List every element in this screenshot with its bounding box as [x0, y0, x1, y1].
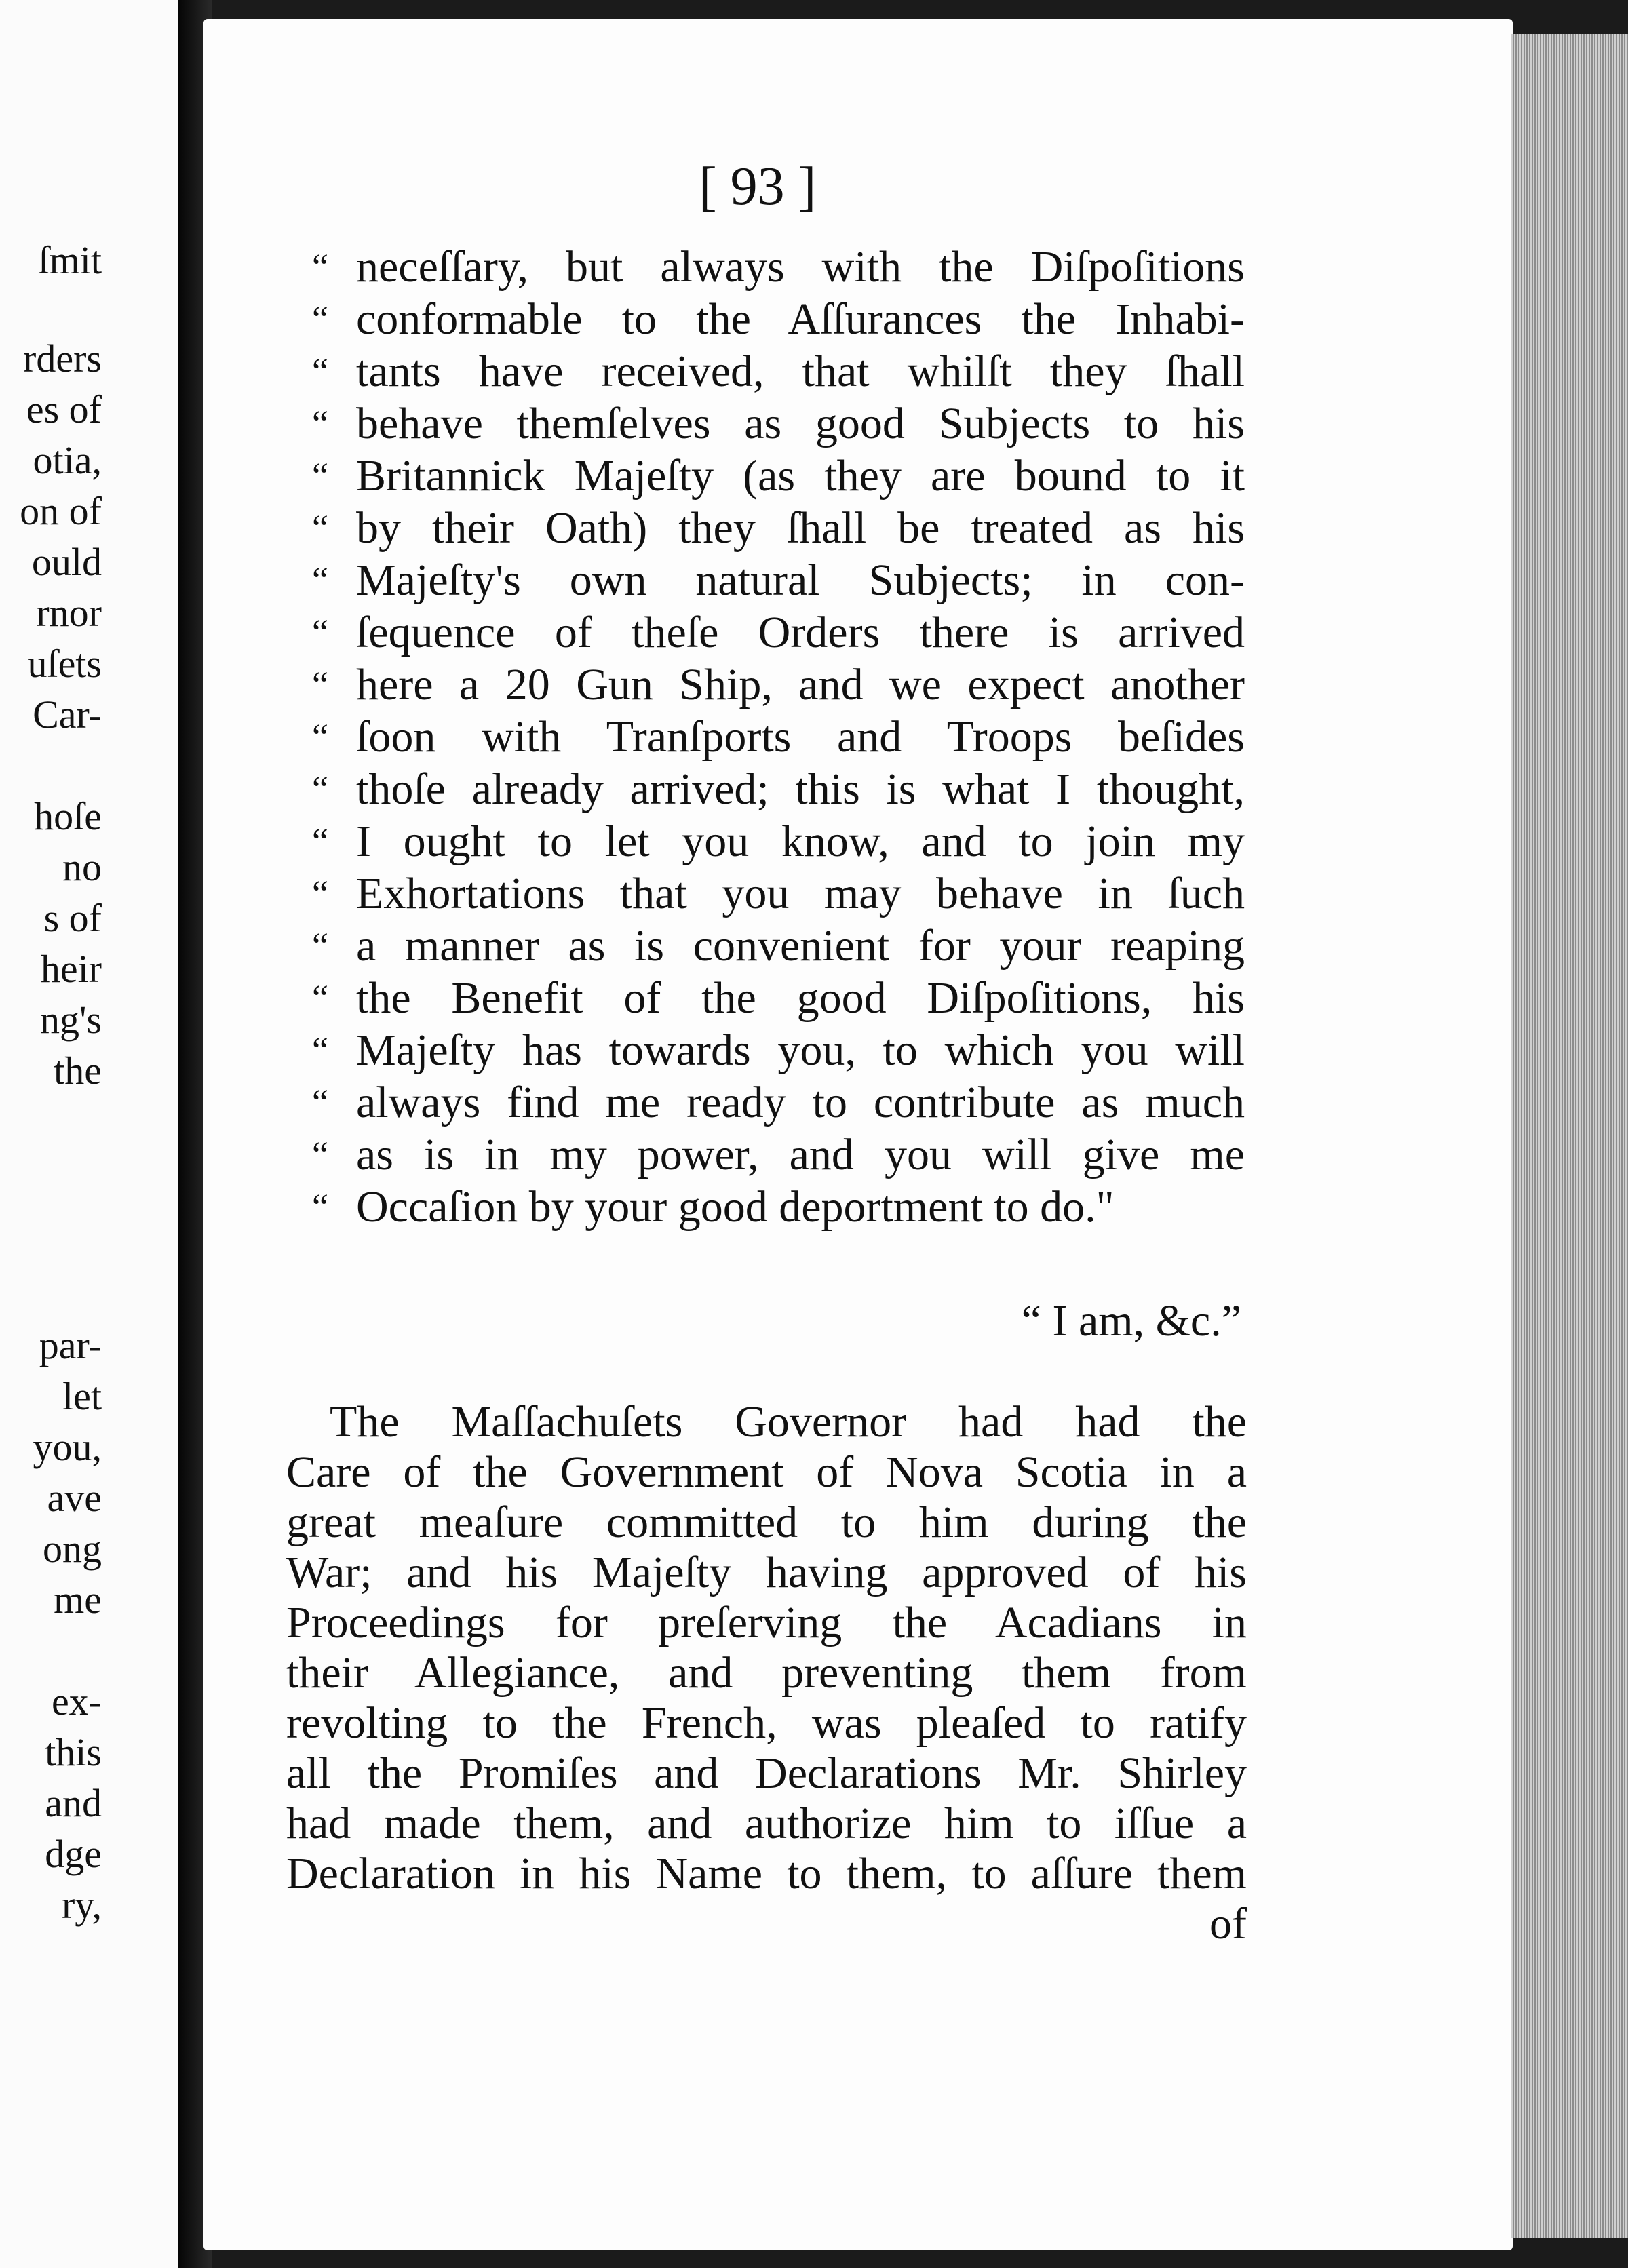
quote-line — [298, 241, 1245, 293]
quote-mark: “ — [312, 977, 328, 1018]
left-page-text-fragment: ry, — [61, 1883, 102, 1927]
left-page-text-fragment: ex- — [51, 1679, 102, 1723]
left-page-text-fragment: no — [62, 845, 102, 889]
quote-line-text: the Benefit of the good Diſpoſitions, his — [356, 973, 1245, 1023]
quote-line-text: conformable to the Aſſurances the Inhabi- — [356, 294, 1245, 344]
left-page-text-fragment: ſmit — [38, 238, 102, 282]
quote-line-text: I ought to let you know, and to join my — [356, 817, 1245, 866]
paragraph-line: The Maſſachuſets Governor had had the — [330, 1397, 1247, 1447]
quote-mark: “ — [312, 1082, 328, 1122]
quote-mark: “ — [312, 768, 328, 809]
left-page-text-fragment: ong — [43, 1527, 102, 1571]
quote-line-text: behave themſelves as good Subjects to his — [356, 399, 1245, 448]
quote-mark: “ — [312, 821, 328, 861]
quote-mark: “ — [312, 560, 328, 600]
quote-mark: “ — [312, 1186, 328, 1227]
paragraph-line: Proceedings for preſerving the Acadians in — [286, 1598, 1247, 1647]
paragraph-line: had made them, and authorize him to iſſue a — [286, 1799, 1247, 1848]
left-page-text-fragment: s of — [43, 896, 102, 940]
quote-line — [298, 763, 1245, 815]
left-page-text-fragment: Car- — [33, 692, 102, 737]
quote-mark: “ — [312, 403, 328, 444]
quote-line — [298, 450, 1245, 502]
quote-line — [298, 1024, 1245, 1076]
quote-line-text: ſequence of theſe Orders there is arrived — [356, 608, 1245, 657]
quote-line-text: thoſe already arrived; this is what I thought, — [356, 764, 1245, 814]
quote-line-text: Majeſty's own natural Subjects; in con- — [356, 555, 1245, 605]
quote-mark: “ — [312, 246, 328, 287]
quote-line — [298, 397, 1245, 450]
quote-mark: “ — [312, 925, 328, 966]
left-page-text-fragment: ng's — [39, 998, 102, 1042]
left-page-text-fragment: hoſe — [34, 794, 102, 838]
quote-mark: “ — [312, 716, 328, 757]
paragraph-line: Declaration in his Name to them, to aſſure them — [286, 1849, 1247, 1898]
left-page-text-fragment: me — [54, 1578, 102, 1622]
quote-line-text: neceſſary, but always with the Diſpoſitions — [356, 242, 1245, 292]
quote-mark: “ — [312, 1134, 328, 1175]
quote-mark: “ — [312, 507, 328, 548]
quote-line-text: ſoon with Tranſports and Troops beſides — [356, 712, 1245, 762]
left-page-text-fragment: rders — [23, 336, 102, 380]
quote-line-text: Occaſion by your good deportment to do." — [356, 1182, 1115, 1232]
left-page-text-fragment: otia, — [33, 438, 102, 482]
paragraph-line: revolting to the French, was pleaſed to ratify — [286, 1698, 1247, 1748]
quote-line-text: tants have received, that whilſt they ſhall — [356, 347, 1245, 396]
quote-mark: “ — [312, 873, 328, 914]
left-page-fragment — [0, 0, 178, 2268]
quote-line-text: here a 20 Gun Ship, and we expect another — [356, 660, 1245, 709]
paragraph-line: Care of the Government of Nova Scotia in a — [286, 1447, 1247, 1497]
quote-line-text: Majeſty has towards you, to which you will — [356, 1025, 1245, 1075]
left-page-text-fragment: es of — [26, 387, 102, 431]
quote-mark: “ — [312, 664, 328, 705]
quote-mark: “ — [312, 455, 328, 496]
paragraph-line: of — [1209, 1899, 1247, 1949]
quote-mark: “ — [312, 351, 328, 391]
left-page-text-fragment: heir — [40, 947, 102, 991]
left-page-text-fragment: the — [54, 1049, 102, 1093]
quote-line — [298, 867, 1245, 920]
quote-mark: “ — [312, 298, 328, 339]
quote-line-text: by their Oath) they ſhall be treated as his — [356, 503, 1245, 553]
quote-line — [298, 659, 1245, 711]
quote-line — [298, 1129, 1245, 1181]
left-page-text-fragment: you, — [33, 1425, 102, 1469]
quote-line — [298, 815, 1245, 867]
quote-line — [298, 920, 1245, 972]
left-page-text-fragment: dge — [45, 1832, 102, 1876]
quote-mark: “ — [312, 1030, 328, 1070]
left-page-text-fragment: par- — [39, 1323, 102, 1367]
quote-line — [298, 1076, 1245, 1129]
quote-mark: “ — [312, 612, 328, 652]
quote-line-text: always find me ready to contribute as much — [356, 1078, 1245, 1127]
left-page-text-fragment: ould — [31, 540, 102, 584]
quote-line-text: a manner as is convenient for your reaping — [356, 921, 1245, 971]
quote-line-text: as is in my power, and you will give me — [356, 1130, 1245, 1179]
quoted-letter — [298, 241, 1245, 1233]
paragraph-line: great meaſure committed to him during the — [286, 1498, 1247, 1547]
left-page-text-fragment: let — [62, 1374, 102, 1418]
quote-line — [298, 606, 1245, 659]
quote-line — [298, 502, 1245, 554]
quote-line — [298, 972, 1245, 1024]
quote-line — [298, 293, 1245, 345]
paragraph-line: War; and his Majeſty having approved of his — [286, 1548, 1247, 1597]
quote-line — [298, 554, 1245, 606]
quote-line — [298, 711, 1245, 763]
left-page-text-fragment: and — [45, 1781, 102, 1825]
quote-line-text: Exhortations that you may behave in ſuch — [356, 869, 1245, 918]
left-page-text-fragment: this — [45, 1730, 102, 1774]
left-page-text-fragment: uſets — [27, 642, 102, 686]
page-number: [ 93 ] — [699, 157, 817, 216]
quote-line-text: Britannick Majeſty (as they are bound to it — [356, 451, 1245, 501]
left-page-text-fragment: rnor — [36, 591, 102, 635]
letter-closing: “ I am, &c.” — [1021, 1296, 1241, 1346]
paragraph-line: all the Promiſes and Declarations Mr. Shirley — [286, 1748, 1247, 1798]
quote-line — [298, 1181, 1245, 1233]
page-edge-stack — [1511, 34, 1628, 2238]
left-page-text-fragment: ave — [47, 1476, 102, 1520]
paragraph-line: their Allegiance, and preventing them from — [286, 1648, 1247, 1698]
left-page-text-fragment: on of — [20, 489, 102, 533]
quote-line — [298, 345, 1245, 397]
body-paragraph — [286, 1397, 1247, 1949]
